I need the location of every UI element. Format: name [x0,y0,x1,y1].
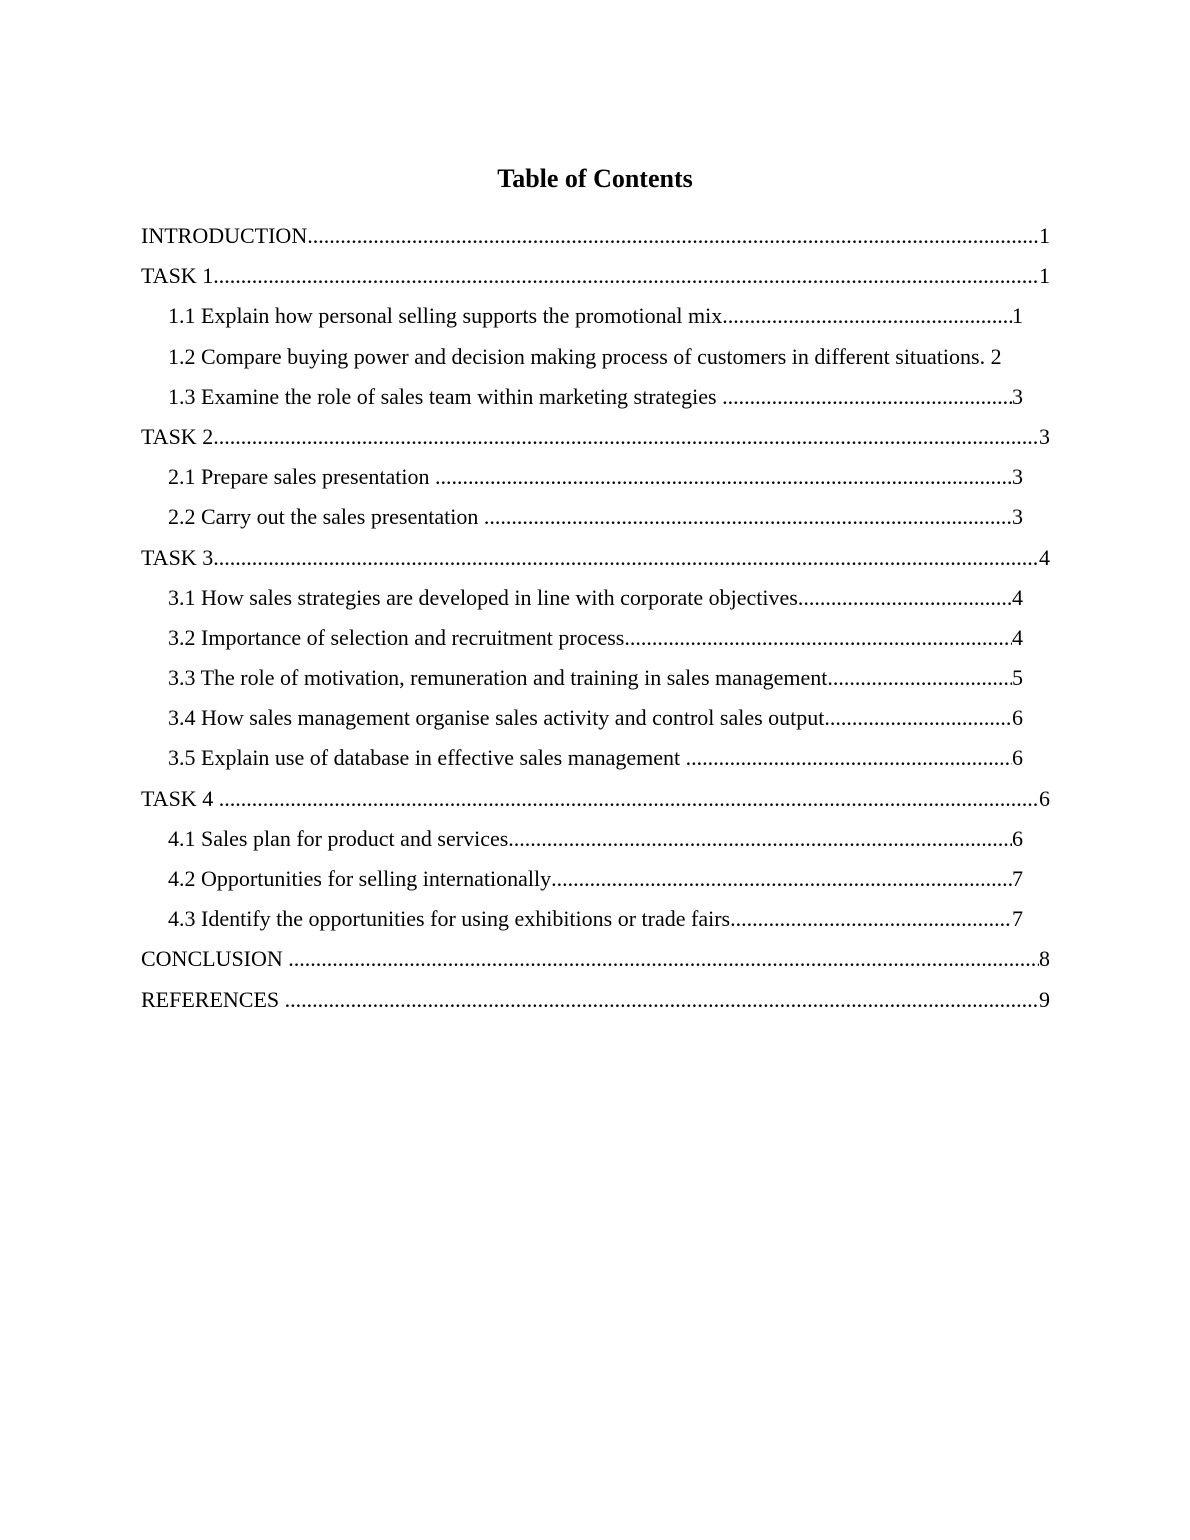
toc-entry-task-3[interactable] [0,541,1190,581]
toc-entry-page-number: 7 [1012,866,1023,891]
toc-entry-label: 2.2 Carry out the sales presentation [168,504,484,530]
dot-leader [686,741,1012,775]
toc-entry-page-number: 8 [1039,946,1050,972]
dot-leader [722,380,1012,414]
toc-entry-2-2[interactable] [0,500,1190,540]
toc-entry-page-number: 6 [1012,825,1023,851]
toc-entry-label: 4.3 Identify the opportunities for using exhibitions or trade fairs [168,906,731,932]
dot-leader [730,902,1012,936]
toc-entry-label: 3.1 How sales strategies are developed in line with corporate objectives [168,584,798,610]
dot-leader [798,581,1012,615]
toc-entry-task-1[interactable] [0,259,1190,299]
dot-leader [624,621,1012,655]
toc-entry-introduction[interactable] [0,219,1190,259]
toc-entry-page-number: 4 [1012,624,1023,650]
toc-entry-page-number: 5 [1012,665,1023,691]
dot-leader [213,259,1039,293]
toc-entry-4-1[interactable] [0,822,1190,862]
toc-entry-conclusion[interactable] [0,942,1190,982]
toc-entry-page-number: 1 [1039,223,1050,248]
toc-entry-4-3[interactable] [0,902,1190,942]
toc-entry-3-2[interactable] [0,621,1190,661]
toc-entry-label: 3.2 Importance of selection and recruitment process [168,624,625,650]
toc-entry-1-3[interactable] [0,380,1190,420]
toc-entry-label: 4.1 Sales plan for product and services [168,825,509,851]
toc-list [0,219,1190,1023]
toc-entry-page-number: 4 [1012,584,1023,610]
toc-entry-2-1[interactable] [0,460,1190,500]
toc-entry-page-number: 1 [1039,263,1050,289]
toc-entry-label: CONCLUSION [141,946,289,972]
toc-entry-page-number: 9 [1039,986,1050,1012]
toc-entry-page-number: 3 [1012,504,1023,530]
dot-leader [551,862,1012,896]
dot-leader [824,701,1012,735]
toc-entry-page-number: 2 [985,343,1002,369]
toc-entry-label: 1.2 Compare buying power and decision making process of customers in different situations. [168,343,986,369]
toc-entry-label: 3.3 The role of motivation, remuneration and training in sales management [168,665,828,691]
toc-entry-4-2[interactable] [0,862,1190,902]
dot-leader [219,782,1039,816]
toc-entry-label: TASK 2 [141,423,214,449]
dot-leader [827,661,1012,695]
toc-entry-page-number: 3 [1039,423,1050,449]
toc-entry-references[interactable] [0,983,1190,1023]
toc-entry-page-number: 1 [1012,303,1023,329]
toc-entry-label: INTRODUCTION [141,223,308,248]
dot-leader [435,460,1012,494]
toc-entry-3-4[interactable] [0,701,1190,741]
dot-leader [288,942,1039,976]
dot-leader [508,822,1012,856]
toc-entry-label: TASK 3 [141,544,214,570]
toc-entry-page-number: 6 [1012,705,1023,731]
toc-entry-1-2[interactable] [0,340,1190,380]
toc-entry-label: 1.1 Explain how personal selling supports the promotional mix [168,303,723,329]
toc-entry-3-5[interactable] [0,741,1190,781]
toc-entry-page-number: 6 [1012,745,1023,771]
toc-entry-page-number: 3 [1012,464,1023,490]
dot-leader [722,299,1012,333]
toc-entry-page-number: 6 [1039,785,1050,811]
toc-entry-label: 4.2 Opportunities for selling internationally [168,866,552,891]
toc-entry-3-1[interactable] [0,581,1190,621]
toc-entry-label: 3.5 Explain use of database in effective sales management [168,745,686,771]
toc-entry-label: 2.1 Prepare sales presentation [168,464,435,490]
toc-title: Table of Contents [497,164,693,193]
toc-entry-page-number: 4 [1039,544,1050,570]
toc-entry-label: REFERENCES [141,986,285,1012]
toc-entry-label: TASK 4 [141,785,219,811]
dot-leader [213,420,1039,454]
dot-leader [484,500,1012,534]
toc-entry-task-4[interactable] [0,782,1190,822]
toc-entry-label: TASK 1 [141,263,214,289]
toc-entry-label: 3.4 How sales management organise sales activity and control sales output [168,705,825,731]
toc-entry-page-number: 7 [1012,906,1023,932]
toc-entry-page-number: 3 [1012,383,1023,409]
toc-entry-1-1[interactable] [0,299,1190,339]
toc-entry-label: 1.3 Examine the role of sales team within marketing strategies [168,383,723,409]
dot-leader [285,983,1039,1017]
toc-entry-3-3[interactable] [0,661,1190,701]
dot-leader [213,541,1039,575]
dot-leader [307,219,1039,253]
toc-entry-task-2[interactable] [0,420,1190,460]
